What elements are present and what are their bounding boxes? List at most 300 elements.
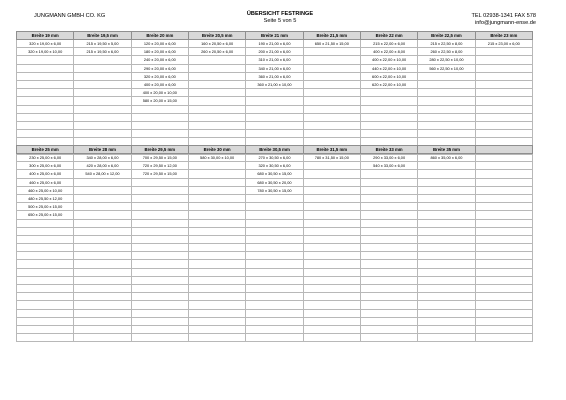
- table-cell: [188, 105, 245, 113]
- table-cell: [188, 301, 245, 309]
- table-cell: [188, 309, 245, 317]
- table-cell: [360, 285, 417, 293]
- table-cell: [475, 309, 532, 317]
- table-cell: [418, 276, 475, 284]
- table-cell: [418, 89, 475, 97]
- table-cell: [303, 130, 360, 138]
- table-cell: [475, 219, 532, 227]
- table-cell: [246, 235, 303, 243]
- table-cell: [17, 334, 74, 342]
- table-cell: [360, 227, 417, 235]
- table-cell: [131, 130, 188, 138]
- table-cell: [74, 276, 131, 284]
- table-cell: [131, 194, 188, 202]
- table-header-row: [17, 146, 533, 154]
- table-cell: [303, 244, 360, 252]
- table-cell: [475, 268, 532, 276]
- page-indicator: Seite 5 von 5: [263, 17, 297, 24]
- table-cell: [303, 80, 360, 88]
- table-row: [17, 260, 533, 268]
- table-cell: [418, 186, 475, 194]
- table-cell: 300 x 25,00 x 6,00: [17, 162, 74, 170]
- table-cell: 460 x 25,00 x 6,00: [17, 178, 74, 186]
- table-row: [17, 252, 533, 260]
- table-cell: [17, 89, 74, 97]
- table-cell: [74, 72, 131, 80]
- table-cell: [17, 325, 74, 333]
- table-cell: [188, 293, 245, 301]
- table-cell: [188, 186, 245, 194]
- table-cell: [360, 276, 417, 284]
- table-cell: [131, 334, 188, 342]
- table-cell: [360, 309, 417, 317]
- table-cell: [303, 227, 360, 235]
- table-cell: [475, 186, 532, 194]
- table-cell: [131, 203, 188, 211]
- table-cell: [131, 268, 188, 276]
- table-cell: [303, 219, 360, 227]
- table-cell: 290 x 20,00 x 6,00: [131, 64, 188, 72]
- table-cell: 320 x 19,00 x 6,00: [17, 40, 74, 48]
- table-cell: [131, 252, 188, 260]
- table-cell: 280 x 22,50 x 10,00: [418, 56, 475, 64]
- table-cell: [475, 285, 532, 293]
- table-cell: [360, 130, 417, 138]
- company-name: JUNGMANN GMBH CO. KG: [34, 13, 106, 19]
- table-row: [17, 211, 533, 219]
- table-cell: [17, 227, 74, 235]
- table-cell: [246, 309, 303, 317]
- table-cell: [188, 56, 245, 64]
- table-cell: [188, 113, 245, 121]
- table-cell: [360, 252, 417, 260]
- ring-table-top: [16, 31, 533, 155]
- table-cell: [188, 219, 245, 227]
- table-row: [17, 121, 533, 129]
- table-cell: [246, 203, 303, 211]
- table-cell: [17, 285, 74, 293]
- table-cell: [475, 130, 532, 138]
- column-header: Breite 19,5 mm: [74, 32, 131, 40]
- table-cell: [188, 317, 245, 325]
- table-cell: [17, 80, 74, 88]
- table-cell: 580 x 30,00 x 10,00: [188, 154, 245, 162]
- table-row: [17, 178, 533, 186]
- table-cell: [360, 219, 417, 227]
- table-cell: 400 x 20,00 x 6,00: [131, 80, 188, 88]
- table-cell: 400 x 22,00 x 10,00: [360, 56, 417, 64]
- table-cell: [418, 162, 475, 170]
- table-cell: [17, 309, 74, 317]
- column-header: Breite 30 mm: [188, 146, 245, 154]
- table-cell: 720 x 29,50 x 12,00: [131, 162, 188, 170]
- table-cell: 460 x 25,00 x 10,00: [17, 186, 74, 194]
- table-cell: [74, 301, 131, 309]
- table-cell: [246, 276, 303, 284]
- table-cell: [246, 317, 303, 325]
- table-cell: [418, 293, 475, 301]
- table-cell: [475, 97, 532, 105]
- table-cell: [418, 334, 475, 342]
- table-cell: 650 x 21,50 x 15,00: [303, 40, 360, 48]
- table-cell: 680 x 30,50 x 20,00: [246, 178, 303, 186]
- table-cell: [17, 235, 74, 243]
- table-cell: 680 x 30,50 x 15,00: [246, 170, 303, 178]
- table-cell: [418, 317, 475, 325]
- table-cell: 260 x 20,50 x 6,00: [188, 48, 245, 56]
- table-cell: [74, 130, 131, 138]
- table-cell: [475, 301, 532, 309]
- table-cell: [188, 121, 245, 129]
- table-cell: [475, 235, 532, 243]
- table-cell: [360, 121, 417, 129]
- table-cell: 215 x 22,50 x 8,00: [418, 40, 475, 48]
- table-cell: 260 x 22,50 x 8,00: [418, 48, 475, 56]
- table-cell: [360, 244, 417, 252]
- table-cell: [360, 178, 417, 186]
- table-cell: [17, 276, 74, 284]
- table-cell: [303, 317, 360, 325]
- table-cell: 600 x 22,00 x 10,00: [360, 72, 417, 80]
- table-cell: [303, 186, 360, 194]
- table-cell: 440 x 22,00 x 10,00: [360, 64, 417, 72]
- table-cell: 400 x 22,00 x 8,00: [360, 48, 417, 56]
- column-header: Breite 21 mm: [246, 32, 303, 40]
- table-row: [17, 325, 533, 333]
- table-cell: [74, 113, 131, 121]
- table-row: [17, 80, 533, 88]
- table-cell: 230 x 25,00 x 6,00: [17, 154, 74, 162]
- table-cell: 500 x 25,00 x 15,00: [17, 203, 74, 211]
- table-cell: [246, 252, 303, 260]
- table-cell: [360, 170, 417, 178]
- table-cell: [131, 309, 188, 317]
- table-cell: [360, 268, 417, 276]
- table-cell: [246, 334, 303, 342]
- table-row: [17, 317, 533, 325]
- table-cell: [418, 285, 475, 293]
- table-cell: [246, 260, 303, 268]
- table-row: [17, 244, 533, 252]
- table-cell: [131, 276, 188, 284]
- table-cell: [74, 293, 131, 301]
- table-cell: [360, 113, 417, 121]
- table-cell: [475, 170, 532, 178]
- table-cell: [246, 285, 303, 293]
- table-cell: [131, 178, 188, 186]
- table-cell: [418, 252, 475, 260]
- table-cell: [17, 130, 74, 138]
- table-cell: [360, 203, 417, 211]
- table-cell: 340 x 28,00 x 6,00: [74, 154, 131, 162]
- table-cell: [475, 72, 532, 80]
- table-cell: [418, 105, 475, 113]
- table-cell: 620 x 22,00 x 10,00: [360, 80, 417, 88]
- document-title: ÜBERSICHT FESTRINGE: [246, 11, 314, 17]
- table-cell: [188, 285, 245, 293]
- table-cell: [74, 211, 131, 219]
- table-cell: 400 x 20,00 x 10,00: [131, 89, 188, 97]
- table-cell: [74, 178, 131, 186]
- table-cell: [131, 301, 188, 309]
- table-cell: [131, 227, 188, 235]
- table-cell: [418, 121, 475, 129]
- table-cell: [188, 334, 245, 342]
- table-cell: [475, 80, 532, 88]
- table-cell: [131, 186, 188, 194]
- table-cell: [303, 276, 360, 284]
- table-cell: [303, 64, 360, 72]
- table-cell: 360 x 21,00 x 10,00: [246, 80, 303, 88]
- table-cell: [303, 203, 360, 211]
- table-cell: [74, 235, 131, 243]
- table-cell: 215 x 22,00 x 6,00: [360, 40, 417, 48]
- ring-table-bottom: [16, 145, 533, 342]
- table-cell: [188, 325, 245, 333]
- table-cell: [74, 194, 131, 202]
- table-cell: [188, 252, 245, 260]
- table-cell: [360, 235, 417, 243]
- table-cell: 120 x 20,00 x 6,00: [131, 40, 188, 48]
- table-cell: [418, 309, 475, 317]
- table-cell: [246, 325, 303, 333]
- table-cell: [418, 244, 475, 252]
- table-cell: [475, 227, 532, 235]
- table-cell: [188, 268, 245, 276]
- table-cell: [303, 105, 360, 113]
- table-cell: 320 x 20,00 x 6,00: [131, 72, 188, 80]
- table-cell: [246, 113, 303, 121]
- table-cell: [418, 219, 475, 227]
- table-cell: 780 x 31,50 x 15,00: [303, 154, 360, 162]
- column-header: Breite 21,5 mm: [303, 32, 360, 40]
- table-cell: [131, 235, 188, 243]
- table-cell: [74, 268, 131, 276]
- table-cell: [246, 219, 303, 227]
- table-cell: [303, 325, 360, 333]
- table-cell: [303, 56, 360, 64]
- table-cell: 540 x 28,00 x 12,00: [74, 170, 131, 178]
- table-cell: 240 x 20,00 x 6,00: [131, 56, 188, 64]
- table-cell: [131, 325, 188, 333]
- table-cell: [418, 194, 475, 202]
- table-cell: 160 x 20,50 x 6,00: [188, 40, 245, 48]
- table-cell: [17, 56, 74, 64]
- table-cell: [360, 105, 417, 113]
- phone-fax: TEL 02938-1341 FAX 578: [471, 13, 536, 19]
- table-row: [17, 64, 533, 72]
- table-cell: 190 x 21,00 x 6,00: [246, 40, 303, 48]
- table-cell: [360, 334, 417, 342]
- table-cell: [188, 178, 245, 186]
- table-cell: [418, 227, 475, 235]
- table-cell: [303, 113, 360, 121]
- table-cell: [74, 244, 131, 252]
- column-header: Breite 33 mm: [360, 146, 417, 154]
- table-cell: [188, 203, 245, 211]
- table-cell: [188, 162, 245, 170]
- table-row: [17, 285, 533, 293]
- table-cell: 560 x 22,50 x 10,00: [418, 64, 475, 72]
- table-cell: [74, 334, 131, 342]
- table-cell: [475, 89, 532, 97]
- column-header: Breite 28 mm: [74, 146, 131, 154]
- table-cell: 720 x 29,50 x 15,00: [131, 170, 188, 178]
- table-cell: [17, 72, 74, 80]
- table-cell: [188, 244, 245, 252]
- table-cell: [360, 293, 417, 301]
- table-cell: [74, 56, 131, 64]
- table-row: [17, 113, 533, 121]
- table-row: [17, 186, 533, 194]
- table-cell: [74, 105, 131, 113]
- table-cell: [246, 244, 303, 252]
- email-address: info@jungmann-ense.de: [474, 19, 536, 26]
- table-cell: [475, 252, 532, 260]
- table-cell: [303, 268, 360, 276]
- table-cell: 360 x 21,00 x 6,00: [246, 72, 303, 80]
- table-row: [17, 276, 533, 284]
- table-cell: [188, 97, 245, 105]
- table-row: [17, 162, 533, 170]
- table-cell: [74, 186, 131, 194]
- table-cell: [303, 309, 360, 317]
- table-cell: [246, 301, 303, 309]
- table-row: [17, 105, 533, 113]
- table-cell: [246, 293, 303, 301]
- table-cell: [360, 211, 417, 219]
- table-cell: 400 x 25,00 x 6,00: [17, 170, 74, 178]
- table-cell: [303, 97, 360, 105]
- table-cell: [303, 178, 360, 186]
- table-cell: 290 x 33,00 x 6,00: [360, 154, 417, 162]
- table-cell: [188, 194, 245, 202]
- table-cell: 580 x 20,00 x 15,00: [131, 97, 188, 105]
- table-cell: 320 x 30,50 x 6,00: [246, 162, 303, 170]
- table-cell: [475, 293, 532, 301]
- table-cell: [360, 186, 417, 194]
- table-cell: [475, 105, 532, 113]
- table-cell: [246, 105, 303, 113]
- table-cell: [303, 285, 360, 293]
- table-cell: 320 x 19,00 x 10,00: [17, 48, 74, 56]
- table-cell: [131, 219, 188, 227]
- table-cell: [188, 235, 245, 243]
- table-cell: [475, 211, 532, 219]
- table-cell: [475, 56, 532, 64]
- table-cell: [74, 97, 131, 105]
- table-cell: [475, 64, 532, 72]
- table-cell: [360, 97, 417, 105]
- table-cell: [246, 194, 303, 202]
- table-row: [17, 154, 533, 162]
- table-cell: [360, 317, 417, 325]
- column-header: Breite 20 mm: [131, 32, 188, 40]
- table-cell: [246, 89, 303, 97]
- table-cell: 215 x 23,00 x 6,00: [475, 40, 532, 48]
- table-cell: [188, 170, 245, 178]
- table-cell: [418, 260, 475, 268]
- table-cell: [74, 309, 131, 317]
- table-cell: 860 x 35,00 x 6,00: [418, 154, 475, 162]
- table-cell: [246, 227, 303, 235]
- table-cell: [475, 203, 532, 211]
- table-cell: [303, 162, 360, 170]
- table-cell: [17, 252, 74, 260]
- table-cell: [303, 194, 360, 202]
- table-cell: [131, 317, 188, 325]
- table-row: [17, 219, 533, 227]
- table-cell: [246, 130, 303, 138]
- table-cell: [74, 80, 131, 88]
- table-cell: [17, 97, 74, 105]
- table-row: [17, 309, 533, 317]
- table-cell: [475, 48, 532, 56]
- table-cell: [188, 130, 245, 138]
- table-cell: [303, 252, 360, 260]
- table-cell: [131, 260, 188, 268]
- table-row: [17, 293, 533, 301]
- table-cell: [418, 80, 475, 88]
- table-cell: 780 x 30,50 x 15,00: [246, 186, 303, 194]
- table-cell: [418, 301, 475, 309]
- table-cell: [131, 121, 188, 129]
- column-header: Breite 35 mm: [418, 146, 475, 154]
- column-header: Breite 29,5 mm: [131, 146, 188, 154]
- table-cell: 700 x 29,50 x 15,00: [131, 154, 188, 162]
- column-header: Breite 22 mm: [360, 32, 417, 40]
- table-cell: [188, 80, 245, 88]
- table-cell: 270 x 30,50 x 6,00: [246, 154, 303, 162]
- table-cell: 420 x 28,00 x 6,00: [74, 162, 131, 170]
- table-cell: [475, 113, 532, 121]
- table-cell: [303, 211, 360, 219]
- table-cell: [475, 317, 532, 325]
- table-cell: [74, 285, 131, 293]
- table-row: [17, 235, 533, 243]
- table-cell: [418, 325, 475, 333]
- table-cell: [475, 334, 532, 342]
- table-cell: [360, 301, 417, 309]
- table-cell: 310 x 21,00 x 6,00: [246, 56, 303, 64]
- table-cell: [17, 268, 74, 276]
- table-cell: [74, 260, 131, 268]
- table-cell: [303, 334, 360, 342]
- table-cell: [360, 325, 417, 333]
- table-cell: [188, 89, 245, 97]
- table-cell: 480 x 25,50 x 12,00: [17, 194, 74, 202]
- table-cell: [131, 211, 188, 219]
- table-cell: [418, 170, 475, 178]
- column-header: [475, 146, 532, 154]
- table-cell: [246, 268, 303, 276]
- table-cell: [303, 293, 360, 301]
- column-header: Breite 19 mm: [17, 32, 74, 40]
- table-cell: [17, 301, 74, 309]
- table-cell: [475, 244, 532, 252]
- table-cell: [418, 72, 475, 80]
- table-cell: [188, 260, 245, 268]
- table-row: [17, 203, 533, 211]
- table-cell: [303, 260, 360, 268]
- table-cell: [475, 325, 532, 333]
- table-row: [17, 72, 533, 80]
- table-cell: [17, 293, 74, 301]
- table-row: [17, 40, 533, 48]
- table-cell: [246, 211, 303, 219]
- table-cell: [303, 48, 360, 56]
- table-cell: 215 x 19,50 x 5,00: [74, 40, 131, 48]
